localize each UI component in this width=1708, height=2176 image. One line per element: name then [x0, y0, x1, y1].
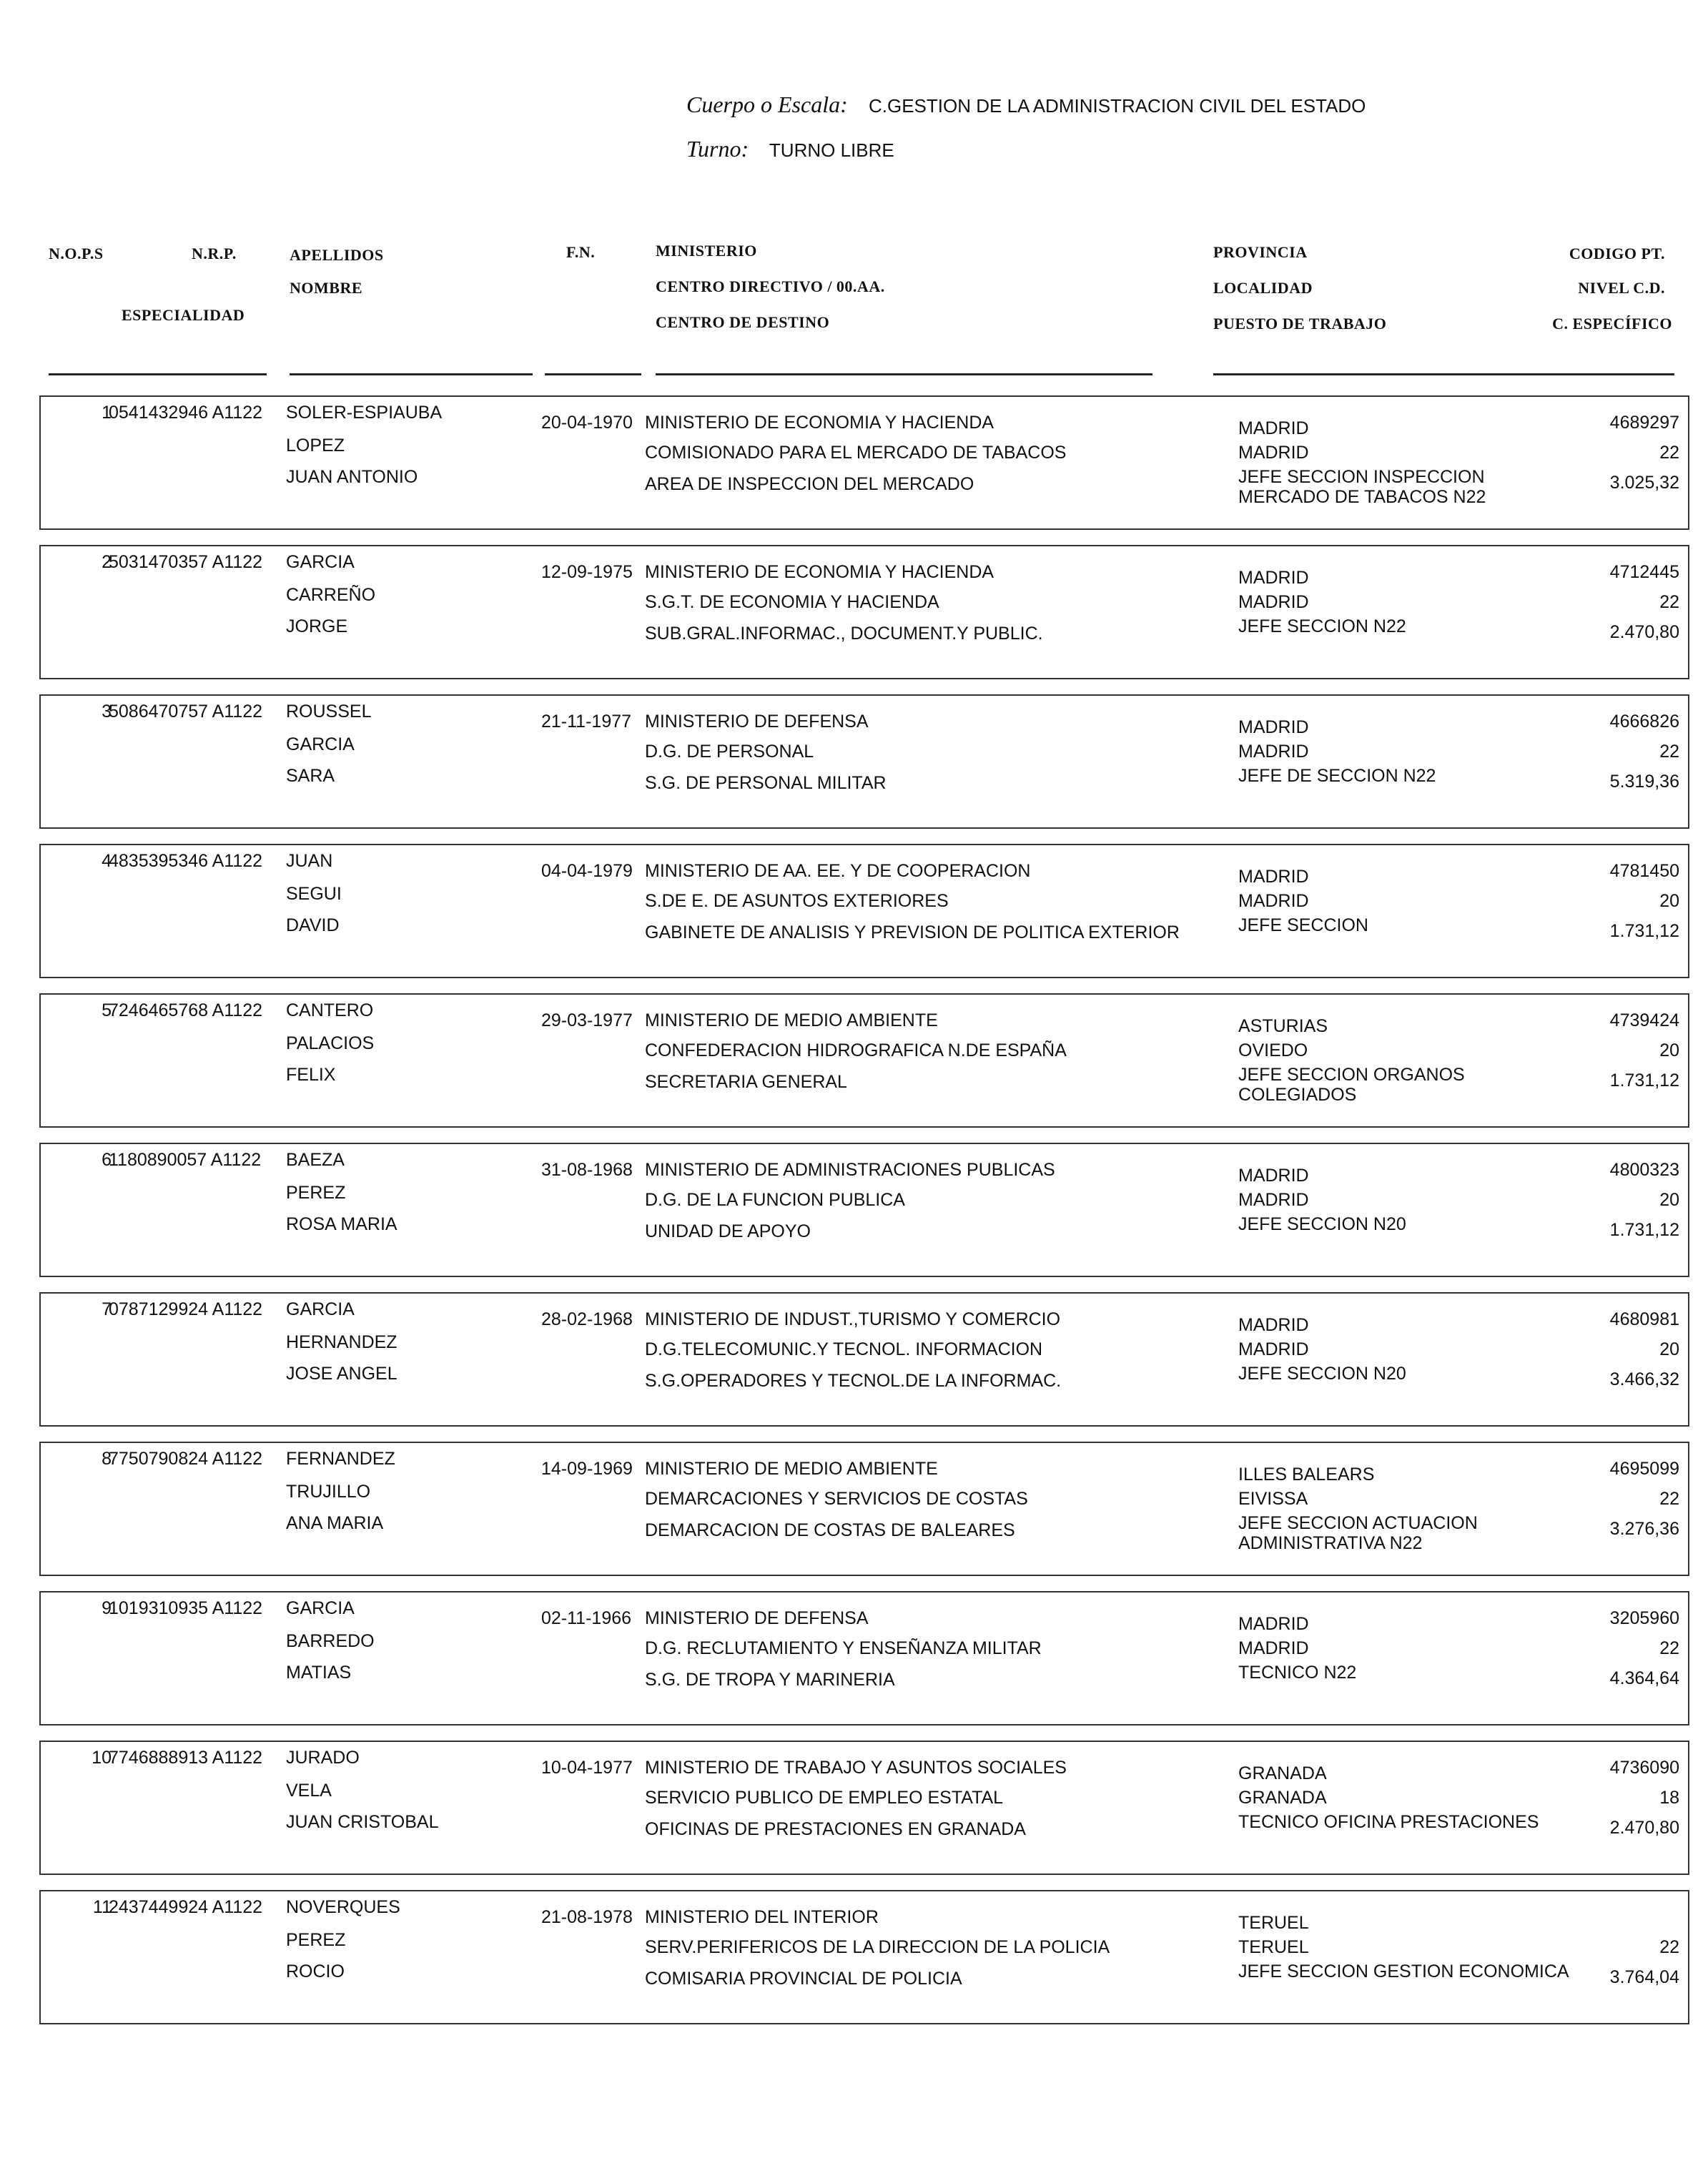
record-centro-destino: SUB.GRAL.INFORMAC., DOCUMENT.Y PUBLIC.	[645, 624, 1043, 644]
record-ministerio: MINISTERIO DE ADMINISTRACIONES PUBLICAS	[645, 1160, 1055, 1180]
cuerpo-line	[686, 92, 1366, 118]
record-especifico: 1.731,12	[1609, 1220, 1679, 1240]
col-puesto: PUESTO DE TRABAJO	[1213, 315, 1387, 333]
record-centro-directivo: D.G. DE PERSONAL	[645, 742, 814, 762]
record-centro-directivo: CONFEDERACION HIDROGRAFICA N.DE ESPAÑA	[645, 1040, 1067, 1060]
record-row	[39, 993, 1689, 1128]
record-nivel: 20	[1659, 1339, 1679, 1359]
record-apellido1: CANTERO	[286, 1000, 374, 1020]
record-especifico: 2.470,80	[1609, 1818, 1679, 1838]
record-apellido1: BAEZA	[286, 1150, 345, 1170]
record-apellido2: HERNANDEZ	[286, 1332, 398, 1352]
record-number: 8	[102, 1449, 112, 1469]
col-nivel: NIVEL C.D.	[1578, 279, 1665, 297]
record-localidad: OVIEDO	[1238, 1040, 1308, 1060]
record-number: 2	[102, 552, 112, 572]
record-centro-destino: DEMARCACION DE COSTAS DE BALEARES	[645, 1520, 1015, 1540]
col-apellidos: APELLIDOS	[290, 246, 384, 264]
record-codigo: 4739424	[1609, 1010, 1679, 1030]
record-ministerio: MINISTERIO DE DEFENSA	[645, 712, 869, 732]
record-centro-directivo: S.G.T. DE ECONOMIA Y HACIENDA	[645, 592, 939, 612]
record-number: 9	[102, 1598, 112, 1618]
record-fecha-nacimiento: 31-08-1968	[541, 1160, 633, 1180]
record-number: 6	[102, 1150, 112, 1170]
record-row	[39, 1292, 1689, 1427]
record-apellido2: SEGUI	[286, 884, 342, 904]
record-nrp: 7746888913 A1122	[109, 1748, 263, 1768]
record-apellido1: GARCIA	[286, 1299, 355, 1319]
record-provincia: TERUEL	[1238, 1913, 1309, 1933]
record-fecha-nacimiento: 20-04-1970	[541, 413, 633, 433]
record-row	[39, 1442, 1689, 1576]
record-centro-destino: AREA DE INSPECCION DEL MERCADO	[645, 474, 974, 494]
header-rule-3	[545, 373, 641, 375]
record-centro-destino: S.G. DE TROPA Y MARINERIA	[645, 1670, 895, 1690]
record-localidad: EIVISSA	[1238, 1489, 1308, 1509]
record-apellido1: GARCIA	[286, 1598, 355, 1618]
cuerpo-value: C.GESTION DE LA ADMINISTRACION CIVIL DEL ESTADO	[868, 95, 1366, 117]
record-localidad: MADRID	[1238, 1638, 1309, 1658]
record-provincia: ASTURIAS	[1238, 1016, 1328, 1036]
record-centro-directivo: S.DE E. DE ASUNTOS EXTERIORES	[645, 891, 949, 911]
record-number: 4	[102, 851, 112, 871]
record-codigo: 3205960	[1609, 1608, 1679, 1628]
record-centro-destino: OFICINAS DE PRESTACIONES EN GRANADA	[645, 1819, 1026, 1839]
record-nombre: SARA	[286, 766, 335, 786]
col-nrp: N.R.P.	[192, 245, 237, 262]
record-especifico: 1.731,12	[1609, 921, 1679, 941]
record-ministerio: MINISTERIO DE ECONOMIA Y HACIENDA	[645, 562, 994, 582]
record-nrp: 4835395346 A1122	[109, 851, 263, 871]
record-especifico: 3.276,36	[1609, 1519, 1679, 1539]
record-apellido2: LOPEZ	[286, 435, 345, 456]
record-localidad: MADRID	[1238, 443, 1309, 463]
record-fecha-nacimiento: 04-04-1979	[541, 861, 633, 881]
record-puesto: JEFE SECCION ACTUACION ADMINISTRATIVA N22	[1238, 1513, 1478, 1553]
record-centro-destino: GABINETE DE ANALISIS Y PREVISION DE POLITICA EXTERIOR	[645, 922, 1180, 942]
record-nivel: 18	[1659, 1788, 1679, 1808]
record-provincia: MADRID	[1238, 418, 1309, 438]
record-row	[39, 1591, 1689, 1725]
record-puesto: JEFE SECCION N20	[1238, 1364, 1406, 1384]
record-row	[39, 694, 1689, 829]
record-fecha-nacimiento: 12-09-1975	[541, 562, 633, 582]
col-localidad: LOCALIDAD	[1213, 279, 1313, 297]
record-centro-directivo: COMISIONADO PARA EL MERCADO DE TABACOS	[645, 443, 1067, 463]
record-centro-directivo: DEMARCACIONES Y SERVICIOS DE COSTAS	[645, 1489, 1028, 1509]
record-codigo: 4689297	[1609, 413, 1679, 433]
record-nivel: 20	[1659, 891, 1679, 911]
col-especialidad: ESPECIALIDAD	[122, 306, 245, 324]
record-nivel: 22	[1659, 443, 1679, 463]
record-centro-destino: SECRETARIA GENERAL	[645, 1072, 847, 1092]
record-nrp: 0541432946 A1122	[109, 403, 263, 423]
record-fecha-nacimiento: 29-03-1977	[541, 1010, 633, 1030]
record-centro-destino: COMISARIA PROVINCIAL DE POLICIA	[645, 1969, 962, 1989]
record-row	[39, 1143, 1689, 1277]
record-codigo: 4736090	[1609, 1758, 1679, 1778]
record-nombre: ANA MARIA	[286, 1513, 384, 1533]
turno-label: Turno:	[686, 136, 749, 162]
record-number: 5	[102, 1000, 112, 1020]
record-localidad: TERUEL	[1238, 1937, 1309, 1957]
col-centro-destino: CENTRO DE DESTINO	[656, 313, 830, 331]
record-number: 11	[93, 1897, 112, 1917]
record-provincia: MADRID	[1238, 1166, 1309, 1186]
col-provincia: PROVINCIA	[1213, 243, 1308, 261]
record-apellido2: CARREÑO	[286, 585, 376, 605]
record-nombre: JUAN ANTONIO	[286, 467, 418, 487]
record-apellido2: BARREDO	[286, 1631, 375, 1651]
record-provincia: MADRID	[1238, 1614, 1309, 1634]
record-fecha-nacimiento: 21-11-1977	[541, 712, 632, 732]
record-codigo: 4666826	[1609, 712, 1679, 732]
record-nombre: JOSE ANGEL	[286, 1364, 398, 1384]
record-nrp: 5086470757 A1122	[109, 701, 263, 722]
record-provincia: MADRID	[1238, 867, 1309, 887]
record-nombre: MATIAS	[286, 1663, 352, 1683]
record-nivel: 20	[1659, 1190, 1679, 1210]
record-especifico: 3.025,32	[1609, 473, 1679, 493]
record-localidad: MADRID	[1238, 1339, 1309, 1359]
record-codigo: 4781450	[1609, 861, 1679, 881]
cuerpo-label: Cuerpo o Escala:	[686, 92, 848, 117]
record-codigo: 4800323	[1609, 1160, 1679, 1180]
record-centro-directivo: D.G.TELECOMUNIC.Y TECNOL. INFORMACION	[645, 1339, 1043, 1359]
record-nivel: 22	[1659, 1638, 1679, 1658]
header-rule-4	[656, 373, 1152, 375]
record-apellido1: JUAN	[286, 851, 333, 871]
record-localidad: MADRID	[1238, 1190, 1309, 1210]
header-rule-5	[1213, 373, 1674, 375]
record-codigo: 4680981	[1609, 1309, 1679, 1329]
record-puesto: JEFE DE SECCION N22	[1238, 766, 1436, 786]
record-nrp: 2437449924 A1122	[109, 1897, 263, 1917]
record-ministerio: MINISTERIO DE ECONOMIA Y HACIENDA	[645, 413, 994, 433]
record-apellido1: FERNANDEZ	[286, 1449, 395, 1469]
record-apellido1: SOLER-ESPIAUBA	[286, 403, 443, 423]
record-nombre: JUAN CRISTOBAL	[286, 1812, 439, 1832]
record-nrp: 5031470357 A1122	[109, 552, 263, 572]
record-provincia: GRANADA	[1238, 1763, 1327, 1783]
record-especifico: 3.466,32	[1609, 1369, 1679, 1389]
record-puesto: JEFE SECCION N20	[1238, 1214, 1406, 1234]
record-nrp: 7246465768 A1122	[109, 1000, 263, 1020]
record-fecha-nacimiento: 28-02-1968	[541, 1309, 633, 1329]
record-centro-directivo: D.G. RECLUTAMIENTO Y ENSEÑANZA MILITAR	[645, 1638, 1042, 1658]
record-nombre: FELIX	[286, 1065, 336, 1085]
record-row	[39, 844, 1689, 978]
record-especifico: 1.731,12	[1609, 1070, 1679, 1091]
record-puesto: JEFE SECCION INSPECCION MERCADO DE TABACOS N22	[1238, 467, 1486, 507]
record-number: 7	[102, 1299, 112, 1319]
record-nombre: ROCIO	[286, 1961, 345, 1981]
col-ministerio: MINISTERIO	[656, 242, 757, 260]
record-nrp: 1180890057 A1122	[109, 1150, 262, 1170]
record-fecha-nacimiento: 14-09-1969	[541, 1459, 633, 1479]
record-provincia: MADRID	[1238, 1315, 1309, 1335]
record-ministerio: MINISTERIO DE DEFENSA	[645, 1608, 869, 1628]
record-row	[39, 1741, 1689, 1875]
record-fecha-nacimiento: 02-11-1966	[541, 1608, 632, 1628]
col-centro-directivo: CENTRO DIRECTIVO / 00.AA.	[656, 277, 885, 295]
record-puesto: TECNICO N22	[1238, 1663, 1357, 1683]
record-apellido2: PALACIOS	[286, 1033, 375, 1053]
record-nivel: 22	[1659, 592, 1679, 612]
record-ministerio: MINISTERIO DE TRABAJO Y ASUNTOS SOCIALES	[645, 1758, 1067, 1778]
record-ministerio: MINISTERIO DEL INTERIOR	[645, 1907, 879, 1927]
record-apellido2: GARCIA	[286, 734, 355, 754]
record-nombre: JORGE	[286, 616, 348, 636]
record-apellido2: VELA	[286, 1781, 332, 1801]
record-nivel: 22	[1659, 1489, 1679, 1509]
record-nivel: 20	[1659, 1040, 1679, 1060]
record-especifico: 2.470,80	[1609, 622, 1679, 642]
record-centro-directivo: D.G. DE LA FUNCION PUBLICA	[645, 1190, 905, 1210]
record-nivel: 22	[1659, 1937, 1679, 1957]
record-provincia: MADRID	[1238, 568, 1309, 588]
record-fecha-nacimiento: 21-08-1978	[541, 1907, 633, 1927]
col-nombre: NOMBRE	[290, 279, 362, 297]
record-centro-directivo: SERVICIO PUBLICO DE EMPLEO ESTATAL	[645, 1788, 1004, 1808]
record-nombre: DAVID	[286, 915, 340, 935]
record-nivel: 22	[1659, 742, 1679, 762]
record-row	[39, 395, 1689, 530]
record-centro-destino: S.G. DE PERSONAL MILITAR	[645, 773, 887, 793]
record-localidad: GRANADA	[1238, 1788, 1327, 1808]
header-rule-1	[49, 373, 267, 375]
record-apellido2: TRUJILLO	[286, 1482, 371, 1502]
record-nombre: ROSA MARIA	[286, 1214, 398, 1234]
record-nrp: 1019310935 A1122	[109, 1598, 263, 1618]
record-fecha-nacimiento: 10-04-1977	[541, 1758, 633, 1778]
record-puesto: JEFE SECCION N22	[1238, 616, 1406, 636]
record-provincia: ILLES BALEARS	[1238, 1464, 1375, 1485]
record-apellido1: JURADO	[286, 1748, 360, 1768]
header-rule-2	[290, 373, 533, 375]
record-centro-directivo: SERV.PERIFERICOS DE LA DIRECCION DE LA POLICIA	[645, 1937, 1110, 1957]
col-codigo: CODIGO PT.	[1569, 245, 1665, 262]
record-especifico: 5.319,36	[1609, 772, 1679, 792]
record-ministerio: MINISTERIO DE MEDIO AMBIENTE	[645, 1010, 938, 1030]
record-localidad: MADRID	[1238, 891, 1309, 911]
record-puesto: JEFE SECCION	[1238, 915, 1368, 935]
record-row	[39, 545, 1689, 679]
record-row	[39, 1890, 1689, 2024]
turno-value: TURNO LIBRE	[769, 139, 894, 161]
record-especifico: 4.364,64	[1609, 1668, 1679, 1688]
record-ministerio: MINISTERIO DE INDUST.,TURISMO Y COMERCIO	[645, 1309, 1061, 1329]
record-number: 10	[92, 1748, 112, 1768]
record-localidad: MADRID	[1238, 592, 1309, 612]
record-localidad: MADRID	[1238, 742, 1309, 762]
record-codigo: 4712445	[1609, 562, 1679, 582]
record-especifico: 3.764,04	[1609, 1967, 1679, 1987]
record-apellido2: PEREZ	[286, 1930, 346, 1950]
record-number: 3	[102, 701, 112, 722]
record-ministerio: MINISTERIO DE MEDIO AMBIENTE	[645, 1459, 938, 1479]
record-codigo: 4695099	[1609, 1459, 1679, 1479]
record-centro-destino: S.G.OPERADORES Y TECNOL.DE LA INFORMAC.	[645, 1371, 1062, 1391]
record-apellido1: GARCIA	[286, 552, 355, 572]
record-apellido1: ROUSSEL	[286, 701, 372, 722]
record-puesto: JEFE SECCION GESTION ECONOMICA	[1238, 1961, 1569, 1981]
record-puesto: TECNICO OFICINA PRESTACIONES	[1238, 1812, 1539, 1832]
record-nrp: 7750790824 A1122	[109, 1449, 263, 1469]
record-number: 1	[102, 403, 112, 423]
record-ministerio: MINISTERIO DE AA. EE. Y DE COOPERACION	[645, 861, 1031, 881]
record-centro-destino: UNIDAD DE APOYO	[645, 1221, 811, 1241]
col-especifico: C. ESPECÍFICO	[1552, 315, 1672, 333]
record-apellido2: PEREZ	[286, 1183, 346, 1203]
col-fn: F.N.	[566, 243, 596, 261]
record-provincia: MADRID	[1238, 717, 1309, 737]
record-puesto: JEFE SECCION ORGANOS COLEGIADOS	[1238, 1065, 1465, 1105]
col-nops: N.O.P.S	[49, 245, 104, 262]
record-apellido1: NOVERQUES	[286, 1897, 400, 1917]
turno-line	[686, 136, 894, 162]
record-nrp: 0787129924 A1122	[109, 1299, 263, 1319]
